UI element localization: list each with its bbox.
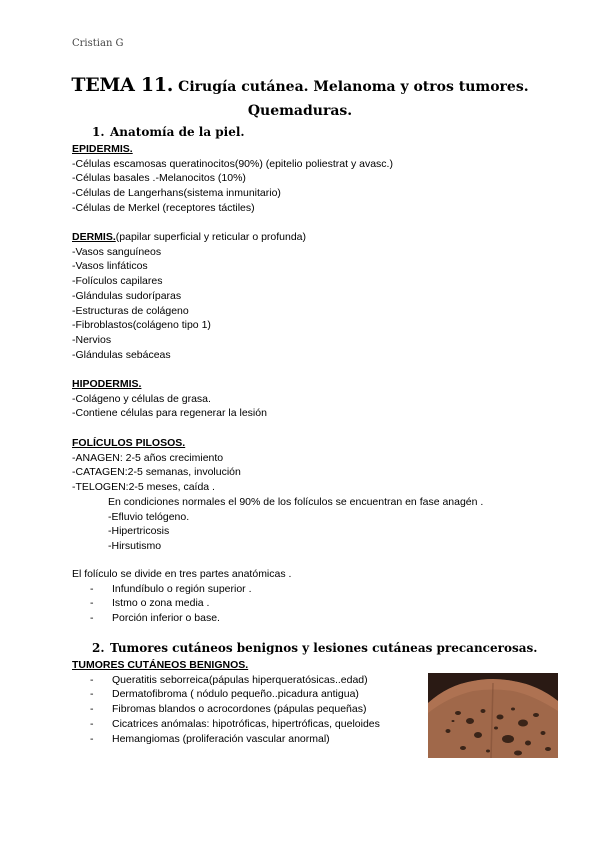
dermis-block: [72, 230, 306, 362]
dermis-note: (papilar superficial y reticular o profunda): [115, 231, 307, 243]
lesion: [466, 718, 474, 724]
title-main: Cirugía cutánea. Melanoma y otros tumores.: [178, 79, 529, 95]
list-item: -Vasos sanguíneos: [72, 245, 162, 258]
section2-title: Tumores cutáneos benignos y lesiones cutáneas precancerosas.: [110, 641, 538, 655]
lesion: [502, 735, 514, 743]
tumor-text: Fibromas blandos o acrocordones (pápulas pequeñas): [112, 703, 367, 716]
list-item: - Fibromas blandos o acrocordones (pápulas pequeñas): [90, 703, 367, 716]
section1-title: Anatomía de la piel.: [110, 125, 245, 139]
part-text: Istmo o zona media .: [112, 597, 210, 610]
list-item: -Hipertricosis: [108, 525, 170, 538]
part-text: Porción inferior o base.: [112, 612, 220, 625]
hipodermis-block: [72, 377, 267, 421]
tumor-text: Queratitis seborreica(pápulas hiperqueratósicas..edad): [112, 673, 368, 686]
title-prefix: TEMA 11.: [71, 74, 174, 96]
epidermis-heading: EPIDERMIS.: [72, 143, 133, 155]
lesion: [474, 732, 482, 738]
tumor-text: Cicatrices anómalas: hipotróficas, hipertróficas, queloides: [112, 717, 380, 730]
tumores-block: [72, 658, 380, 746]
tumor-text: Hemangiomas (proliferación vascular anormal): [112, 732, 330, 745]
list-item: -Contiene células para regenerar la lesión: [72, 407, 267, 420]
list-item: -Células basales .-Melanocitos (10%): [72, 172, 246, 185]
lesion: [533, 713, 539, 717]
list-item: -Estructuras de colágeno: [72, 304, 189, 317]
list-item: -CATAGEN:2-5 semanas, involución: [72, 466, 241, 479]
list-item: -ANAGEN: 2-5 años crecimiento: [72, 451, 224, 464]
lesion: [518, 720, 528, 727]
epidermis-block: [72, 142, 393, 216]
list-item: -Hirsutismo: [108, 539, 162, 552]
lesion: [541, 731, 546, 735]
list-item: -Nervios: [72, 333, 112, 346]
foliculos-note: En condiciones normales el 90% de los folículos se encuentran en fase anagén .: [108, 495, 484, 508]
division-block: [72, 567, 291, 626]
section2-number: 2.: [92, 641, 105, 655]
foliculos-heading: FOLÍCULOS PILOSOS.: [72, 437, 186, 449]
section1-heading: [92, 125, 245, 139]
lesion: [455, 711, 461, 715]
page-title: [40, 74, 560, 96]
author-name: Cristian G: [72, 38, 124, 49]
lesion: [446, 729, 451, 733]
lesion: [525, 741, 531, 746]
foliculos-block: [72, 436, 483, 554]
lesion: [514, 751, 522, 756]
part-text: Infundíbulo o región superior .: [112, 582, 252, 595]
list-item: -Vasos linfáticos: [72, 260, 148, 273]
lesion: [481, 709, 486, 713]
lesion: [494, 727, 498, 730]
list-item: - Hemangiomas (proliferación vascular anormal): [90, 732, 330, 745]
list-item: - Cicatrices anómalas: hipotróficas, hipertróficas, queloides: [90, 717, 380, 730]
list-item: - Istmo o zona media .: [90, 597, 210, 610]
dermis-heading: DERMIS.: [72, 231, 116, 243]
skin-lesions-photo: [428, 673, 558, 758]
list-item: -Glándulas sudoríparas: [72, 289, 182, 302]
lesion: [497, 715, 504, 720]
list-item: - Infundíbulo o región superior .: [90, 582, 252, 595]
list-item: -Colágeno y células de grasa.: [72, 392, 211, 405]
list-item: - Queratitis seborreica(pápulas hiperqueratósicas..edad): [90, 673, 368, 686]
division-intro: El folículo se divide en tres partes anatómicas .: [72, 568, 292, 580]
list-item: -Glándulas sebáceas: [72, 348, 171, 361]
list-item: -Efluvio telógeno.: [108, 510, 190, 523]
lesion: [511, 708, 515, 711]
lesion: [452, 720, 455, 722]
lesion: [460, 746, 466, 750]
tumores-heading: TUMORES CUTÁNEOS BENIGNOS.: [72, 659, 249, 671]
list-item: -Células de Langerhans(sistema inmunitario): [72, 187, 281, 200]
list-item: - Dermatofibroma ( nódulo pequeño..picadura antigua): [90, 688, 359, 701]
section1-number: 1.: [92, 125, 105, 139]
list-item: - Porción inferior o base.: [90, 612, 220, 625]
section2-heading: [92, 641, 537, 655]
hipodermis-heading: HIPODERMIS.: [72, 378, 142, 390]
lesion: [545, 747, 551, 751]
list-item: -Células escamosas queratinocitos(90%) (epitelio poliestrat y avasc.): [72, 157, 393, 170]
list-item: -Fibroblastos(colágeno tipo 1): [72, 319, 211, 332]
tumor-text: Dermatofibroma ( nódulo pequeño..picadura antigua): [112, 688, 359, 701]
title-line2: Quemaduras.: [247, 103, 353, 119]
list-item: -Folículos capilares: [72, 275, 163, 288]
list-item: -TELOGEN:2-5 meses, caída .: [72, 481, 215, 494]
lesion: [486, 750, 490, 753]
list-item: -Células de Merkel (receptores táctiles): [72, 201, 255, 214]
